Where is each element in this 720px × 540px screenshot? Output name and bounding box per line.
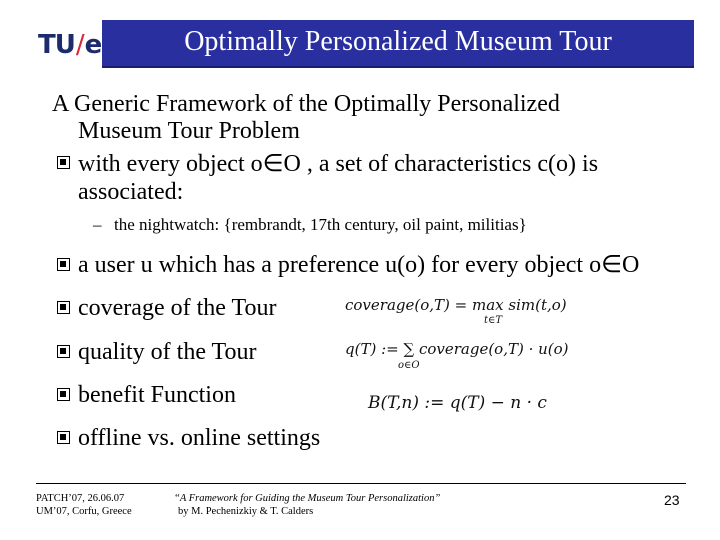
bullet-square-icon [57,301,70,314]
bullet-6: offline vs. online settings [78,425,321,451]
heading-line-1: A Generic Framework of the Optimally Personalized [52,91,560,117]
footer-center-line-2: by M. Pechenizkiy & T. Calders [178,506,314,517]
sub-bullet-text: the nightwatch: {rembrandt, 17th century, oil paint, militias} [114,215,527,234]
bullet-square-icon [57,388,70,401]
coverage-formula: coverage(o,T) = max sim(t,o) [345,296,567,314]
slide-header [0,0,720,68]
bullet-square-icon [57,431,70,444]
logo-slash: / [75,30,84,60]
bullet-square-icon [57,156,70,169]
footer-divider [36,483,686,484]
slide-title: Optimally Personalized Museum Tour [184,26,612,57]
heading-line-2: Museum Tour Problem [78,118,300,144]
bullet-5: benefit Function [78,382,236,408]
bullet-4: quality of the Tour [78,339,257,365]
page-number: 23 [664,492,680,508]
footer-center-line-1: “A Framework for Guiding the Museum Tour Personalization” [174,493,441,504]
quality-formula-subscript: o∈O [398,360,420,371]
sub-bullet-dash: – [93,215,102,234]
logo-tu: TU [38,30,75,60]
bullet-3: coverage of the Tour [78,295,277,321]
footer-left-line-2: UM’07, Corfu, Greece [36,506,132,517]
footer-left-line-1: PATCH’07, 26.06.07 [36,493,125,504]
bullet-1-line-2: associated: [78,179,184,205]
quality-formula: q(T) := ∑ coverage(o,T) · u(o) [345,340,569,358]
title-bar [102,20,694,68]
bullet-2: a user u which has a preference u(o) for every object o∈O [78,252,640,278]
bullet-square-icon [57,345,70,358]
benefit-formula: B(T,n) := q(T) − n · c [368,393,547,413]
coverage-formula-subscript: t∈T [484,315,503,326]
tue-logo [38,30,101,60]
logo-e: e [84,30,102,60]
bullet-square-icon [57,258,70,271]
bullet-1-line-1: with every object o∈O , a set of characteristics c(o) is [78,151,599,177]
